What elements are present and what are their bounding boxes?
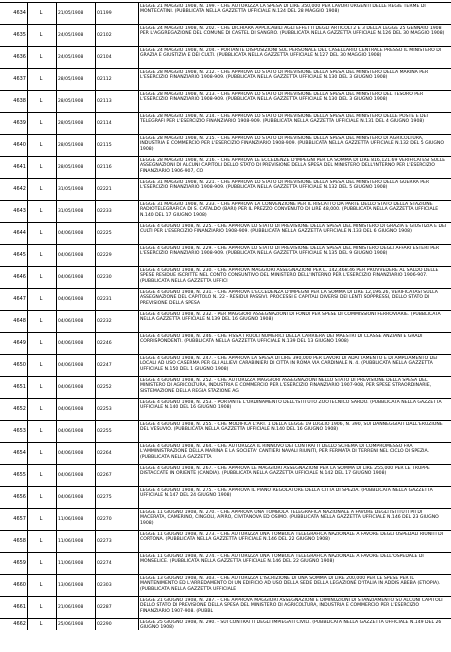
column-divider — [27, 267, 28, 288]
record-number: 4653 — [13, 428, 26, 434]
record-date: 04/06/1908 — [58, 253, 84, 258]
column-divider — [95, 619, 96, 630]
column-divider — [56, 575, 57, 596]
record-number: 4650 — [13, 362, 26, 368]
record-type: L — [39, 186, 43, 192]
table-row — [0, 244, 451, 266]
column-divider — [138, 311, 139, 332]
table-row — [0, 574, 451, 596]
record-number: 4645 — [13, 252, 26, 258]
record-code: 02113 — [97, 99, 112, 104]
column-divider — [138, 267, 139, 288]
table-row — [0, 398, 451, 420]
column-divider — [95, 355, 96, 376]
record-description: LEGGE 31 MAGGIO 1908, N. 221. - CHE APPROVA LO STATO DI PREVISIONE DELLA SPESA DEL MINISTERO DELLA GUERRA PER L'ESERCIZIO FINANZIARIO 1908-909. (PUBBLICATA NELLA GAZZETTA UFFICIALE N.132 DEL 5 GIUGNO 1908) — [140, 180, 430, 191]
column-divider — [27, 113, 28, 134]
column-divider — [56, 553, 57, 574]
column-divider — [56, 597, 57, 618]
column-divider — [95, 201, 96, 222]
table-row — [0, 24, 451, 46]
column-divider — [95, 333, 96, 354]
record-date: 24/05/1908 — [58, 33, 84, 38]
column-divider — [56, 47, 57, 68]
record-number: 4658 — [13, 538, 26, 544]
record-description: LEGGE 11 GIUGNO 1908, N. 270. - CHE APPROVA UNA TOMBOLA TELEGRAFICA NAZIONALE A FAVORE DEGLI ISTITUTI PII DI MACERATA, CAMERINO, CINGOLI, APIRO, CIVITANOVA ED OSIMO. (PUBBLICATA NELLA GAZZETTA UFFICIALE N.146 DEL 23 GIUGNO 1908) — [140, 510, 439, 526]
column-divider — [56, 201, 57, 222]
record-date: 04/06/1908 — [58, 297, 84, 302]
table-row — [0, 134, 451, 156]
record-code: 02303 — [97, 583, 112, 588]
record-code: 02225 — [97, 231, 112, 236]
column-divider — [95, 487, 96, 508]
column-divider — [56, 487, 57, 508]
column-divider — [56, 3, 57, 24]
record-code: 02275 — [97, 495, 112, 500]
table-row — [0, 442, 451, 464]
column-divider — [56, 377, 57, 398]
record-date: 04/06/1908 — [58, 319, 84, 324]
record-number: 4656 — [13, 494, 26, 500]
column-divider — [27, 443, 28, 464]
record-type: L — [39, 230, 43, 236]
record-code: 02255 — [97, 429, 112, 434]
record-date: 28/05/1908 — [58, 99, 84, 104]
record-type: L — [39, 384, 43, 390]
record-code: 02253 — [97, 407, 112, 412]
record-number: 4640 — [13, 142, 26, 148]
column-divider — [138, 47, 139, 68]
record-description: LEGGE 28 MAGGIO 1908, N. 215. - CHE APPROVA LO STATO DI PREVISIONE DELLA SPESA DEL MINISTERO DI AGRICOLTURA, INDUSTRIA E COMMERCIO PER L'ESERCIZIO FINANZIARIO 1908-909. (PUBBLICATA NELLA GAZZETTA UFFICIALE N.132 DEL 5 GIUGNO 1908) — [140, 136, 444, 152]
table-row — [0, 68, 451, 90]
record-number: 4646 — [13, 274, 26, 280]
record-number: 4649 — [13, 340, 26, 346]
record-description: LEGGE 4 GIUGNO 1908, N. 253. - PORTANTE L'ORDINAMENTO DELL'ISTITUTO ZOOTECNICO SARDO. (PUBBLICATA NELLA GAZZETTA UFFICIALE N.140 DEL 16 GIUGNO 1908) — [140, 400, 442, 411]
column-divider — [95, 267, 96, 288]
column-divider — [56, 355, 57, 376]
column-divider — [138, 25, 139, 46]
column-divider — [138, 333, 139, 354]
record-type: L — [39, 582, 43, 588]
record-description: LEGGE 4 GIUGNO 1908, N. 264. - CHE AUTORIZZA IL RINNOVO DEI CONTRATTI DELLO SCHEMA DI COMPROMESSO FRA L'AMMINISTRAZIONE DELLA MARINA E LA SOCIETA' CANTIERI NAVALI RIUNITI, PER FERMATA DI TERRENI NEL CICLO DI SPEZIA. (PUBBLICATA NELLA GAZZETTA — [140, 444, 430, 460]
column-divider — [56, 267, 57, 288]
table-row — [0, 596, 451, 618]
column-divider — [95, 421, 96, 442]
column-divider — [95, 597, 96, 618]
column-divider — [95, 531, 96, 552]
record-type: L — [39, 428, 43, 434]
column-divider — [95, 509, 96, 530]
record-type: L — [39, 120, 43, 126]
record-date: 13/06/1908 — [58, 583, 84, 588]
column-divider — [56, 91, 57, 112]
record-date: 25/06/1908 — [58, 622, 84, 627]
column-divider — [27, 399, 28, 420]
column-divider — [56, 465, 57, 486]
record-description: LEGGE 4 GIUGNO 1908, N. 252. - CHE AUTORIZZA MAGGIORI ASSEGNAZIONI NELLO STATO DI PREVISIONE DELLA SPESA DEL MINISTERO DI AGRICOLTURA, INDUSTRIA E COMMERCIO PER L'ESERCIZIO FINANZIARIO 1907-908, PER SPESE STRAORDINARIE, SISTEMAZIONE DELLA REGIA STAZIONE AG — [140, 378, 432, 394]
record-number: 4644 — [13, 230, 26, 236]
record-type: L — [39, 318, 43, 324]
table-row — [0, 112, 451, 134]
record-date: 04/06/1908 — [58, 231, 84, 236]
record-code: 02264 — [97, 451, 112, 456]
record-type: L — [39, 296, 43, 302]
column-divider — [95, 399, 96, 420]
column-divider — [95, 443, 96, 464]
column-divider — [56, 399, 57, 420]
column-divider — [95, 245, 96, 266]
record-type: L — [39, 274, 43, 280]
record-code: 02112 — [97, 77, 112, 82]
record-date: 31/05/1908 — [58, 187, 84, 192]
record-description: LEGGE 21 MAGGIO 1908, N. 199. - CHE AUTORIZZA LA SPESA DI LIRE 350,000 PER LAVORI URGENTI DELLE REGIE TERME DI MONTECATINI. (PUBBLICATA NELLA GAZZETTA UFFICIALE N.124 DEL 28 MAGGIO 1908) — [140, 4, 426, 15]
column-divider — [27, 157, 28, 178]
table-row — [0, 376, 451, 398]
column-divider — [138, 69, 139, 90]
column-divider — [27, 25, 28, 46]
column-divider — [27, 487, 28, 508]
record-type: L — [39, 621, 43, 627]
column-divider — [27, 575, 28, 596]
record-number: 4661 — [13, 604, 26, 610]
record-date: 04/06/1908 — [58, 429, 84, 434]
column-divider — [56, 509, 57, 530]
column-divider — [56, 113, 57, 134]
column-divider — [95, 3, 96, 24]
table-row — [0, 46, 451, 68]
record-type: L — [39, 450, 43, 456]
column-divider — [56, 333, 57, 354]
record-number: 4636 — [13, 54, 26, 60]
record-date: 04/06/1908 — [58, 451, 84, 456]
record-description: LEGGE 25 GIUGNO 1908, N. 290. - SUI CONTRATTI DEGLI IMPIEGATI CIVILI. (PUBBLICATA NELLA GAZZETTA UFFICIALE N.149 DEL 26 GIUGNO 1908) — [140, 620, 442, 631]
record-code: 02246 — [97, 341, 112, 346]
column-divider — [95, 179, 96, 200]
record-date: 04/06/1908 — [58, 363, 84, 368]
column-divider — [27, 553, 28, 574]
record-date: 28/05/1908 — [58, 121, 84, 126]
record-date: 21/06/1908 — [58, 605, 84, 610]
record-type: L — [39, 76, 43, 82]
record-number: 4635 — [13, 32, 26, 38]
record-date: 31/05/1908 — [58, 209, 84, 214]
column-divider — [27, 465, 28, 486]
record-type: L — [39, 340, 43, 346]
column-divider — [95, 91, 96, 112]
table-row — [0, 178, 451, 200]
record-type: L — [39, 472, 43, 478]
record-description: LEGGE 11 GIUGNO 1908, N. 274. - CHE AUTORIZZA UNA TOMBOLA TELEGRAFICA NAZIONALE A FAVORE DELL'OSPEDALE DI MONSELICE. (PUBBLICATA NELLA GAZZETTA UFFICIALE N.146 DEL 22 GIUGNO 1908) — [140, 554, 424, 565]
record-description: LEGGE 24 MAGGIO 1908, N. 202. - CHE DICHIARA APPLICABILI AGLI EFFETTI DEGLI ARTICOLI 2 E 3 DELLA LEGGE 25 GENNAIO 1908 PER L'AGGREGAZIONE DEL COMUNE DI CASTEL DI SANGRO. (PUBBLICATA NELLA GAZZETTA UFFICIALE N.126 DEL 30 MAGGIO 1908) — [140, 26, 445, 37]
table-row — [0, 222, 451, 244]
record-number: 4642 — [13, 186, 26, 192]
column-divider — [56, 421, 57, 442]
record-date: 11/06/1908 — [58, 539, 84, 544]
record-number: 4655 — [13, 472, 26, 478]
record-code: 02232 — [97, 319, 112, 324]
record-number: 4641 — [13, 164, 26, 170]
column-divider — [138, 377, 139, 398]
column-divider — [138, 289, 139, 310]
column-divider — [138, 179, 139, 200]
record-date: 04/06/1908 — [58, 473, 84, 478]
record-description: LEGGE 4 GIUGNO 1908, N. 231. - CHE APPROVA L'ECCEDENZA D'IMPEGNI PER LA SOMMA DI LIRE 12,196.26, VERIFICATASI SULLA ASSEGNAZIONE DEL CAPITOLO N. 22 - RESIDUI PASSIVI. PROCESSI E CAPITALI DIVERSI DEI LENTI SOPPRESSI, DELLO STATO DI PREVISIONE DELLA SPESA — [140, 290, 438, 306]
record-description: LEGGE 4 GIUGNO 1908, N. 247. - CHE APPROVA LA SPESA DI LIRE 390,000 PER LAVORI DI ADATTAMENTO E DI AMPLIAMENTO DEI LOCALI AD USO CASERMA PER GLI ALLIEVI CARABINIERI DI CITTA IN ROMA VIA CARDINALE N. 4. (PUBBLICATA NELLA GAZZETTA UFFICIALE N.150 DEL 1 GIUGNO 1908) — [140, 356, 438, 372]
record-type: L — [39, 604, 43, 610]
record-number: 4659 — [13, 560, 26, 566]
column-divider — [27, 597, 28, 618]
record-description: LEGGE 4 GIUGNO 1908, N. 275. - CHE APPROVA IL PIANO REGOLATORE DELLA CITTA DI SPEZIA. (PUBBLICATA NELLA GAZZETTA UFFICIALE N.147 DEL 24 GIUGNO 1908) — [140, 488, 433, 499]
record-code: 02252 — [97, 385, 112, 390]
column-divider — [27, 289, 28, 310]
record-code: 02116 — [97, 165, 112, 170]
column-divider — [95, 289, 96, 310]
table-row — [0, 332, 451, 354]
record-code: 02229 — [97, 253, 112, 258]
column-divider — [95, 377, 96, 398]
column-divider — [27, 333, 28, 354]
record-code: 01199 — [97, 11, 112, 16]
column-divider — [27, 47, 28, 68]
column-divider — [27, 91, 28, 112]
table-row — [0, 354, 451, 376]
column-divider — [27, 201, 28, 222]
record-description: LEGGE 4 GIUGNO 1908, N. 267. - CHE APPROVA LE MAGGIORI ASSEGNAZIONI PER LA SOMMA DI LIRE 255,000 PER LE TRUPPE DISTACCATE IN ORIENTE (CANDIA). (PUBBLICATA NELLA GAZZETTA UFFICIALE N.142 DEL 17 GIUGNO 1908) — [140, 466, 430, 477]
column-divider — [95, 25, 96, 46]
record-date: 21/05/1908 — [58, 11, 84, 16]
column-divider — [138, 135, 139, 156]
table-row — [0, 508, 451, 530]
column-divider — [95, 135, 96, 156]
column-divider — [138, 355, 139, 376]
record-date: 04/06/1908 — [58, 275, 84, 280]
record-date: 04/06/1908 — [58, 495, 84, 500]
table-row — [0, 266, 451, 288]
column-divider — [27, 377, 28, 398]
column-divider — [27, 3, 28, 24]
column-divider — [56, 531, 57, 552]
record-description: LEGGE 24 MAGGIO 1908, N. 204. - PORTANTE DISPOSIZIONI SUL PERSONALE DEL CASELLARIO CENTRALE PRESSO IL MINISTERO DI GRAZIA E GIUSTIZIA E DEI CULTI. (PUBBLICATA NELLA GAZZETTA UFFICIALE N.127 DEL 30 MAGGIO 1908) — [140, 48, 442, 59]
record-date: 04/06/1908 — [58, 341, 84, 346]
record-number: 4654 — [13, 450, 26, 456]
column-divider — [27, 619, 28, 630]
column-divider — [56, 619, 57, 630]
record-type: L — [39, 32, 43, 38]
record-description: LEGGE 4 GIUGNO 1908, N. 246. - CHE FISSA I RUOLI NUMERICI DELLA CARRIERA DEI MAESTRI DI CLASSE ANZIANI E GRADI CORRISPONDENTI. (PUBBLICATA NELLA GAZZETTA UFFICIALE N.139 DEL 13 GIUGNO 1908) — [140, 334, 423, 345]
record-description: LEGGE 28 MAGGIO 1908, N. 212. - CHE APPROVA LO STATO DI PREVISIONE DELLA SPESA DEL MINISTERO DELLA MARINA PER L'ESERCIZIO FINANZIARIO 1908-909. (PUBBLICATA NELLA GAZZETTA UFFICIALE N.130 DEL 3 GIUGNO 1908) — [140, 70, 429, 81]
column-divider — [56, 443, 57, 464]
record-code: 02287 — [97, 605, 112, 610]
record-code: 02231 — [97, 297, 112, 302]
column-divider — [138, 487, 139, 508]
record-type: L — [39, 164, 43, 170]
record-description: LEGGE 28 MAGGIO 1908, N. 214. - CHE APPROVA LO STATO DI PREVISIONE DELLA SPESA DEL MINISTERO DELLE POSTE E DEI TELEGRAFI PER L'ESERCIZIO FINANZIARIO 1908-909. (PUBBLICATA NELLA GAZZETTA UFFICIALE N.131 DEL 4 GIUGNO 1908) — [140, 114, 428, 125]
column-divider — [138, 113, 139, 134]
record-description: LEGGE 4 GIUGNO 1908, N. 229. - CHE APPROVA LO STATO DI PREVISIONE DELLA SPESA DEL MINISTERO DEGLI AFFARI ESTERI PER L'ESERCIZIO FINANZIARIO 1908-909. (PUBBLICATA NELLA GAZZETTA UFFICIALE N.135 DEL 9 GIUGNO 1908) — [140, 246, 440, 257]
record-code: 02230 — [97, 275, 112, 280]
table-row — [0, 90, 451, 112]
column-divider — [27, 421, 28, 442]
table-row — [0, 552, 451, 574]
record-type: L — [39, 98, 43, 104]
column-divider — [56, 289, 57, 310]
record-description: LEGGE 31 MAGGIO 1908, N. 233. - CHE APPROVA LA CONVENZIONE PER IL RISCATTO DA PARTE DELLO STATO DELLA STAZIONE RADIOTELEGRAFICA DI S. CATALDO (BARI) PER IL PREZZO CONVENUTO DI LIRE 48,000. (PUBBLICATA NELLA GAZZETTA UFFICIALE N.140 DEL 17 GIUGNO 1908) — [140, 202, 439, 218]
record-date: 28/05/1908 — [58, 77, 84, 82]
record-code: 02102 — [97, 33, 112, 38]
record-type: L — [39, 560, 43, 566]
table-row — [0, 2, 451, 24]
column-divider — [95, 311, 96, 332]
record-code: 02221 — [97, 187, 112, 192]
record-code: 02290 — [97, 622, 112, 627]
record-type: L — [39, 54, 43, 60]
record-code: 02270 — [97, 517, 112, 522]
record-date: 24/05/1908 — [58, 55, 84, 60]
column-divider — [138, 465, 139, 486]
column-divider — [95, 113, 96, 134]
column-divider — [56, 69, 57, 90]
column-divider — [56, 179, 57, 200]
record-number: 4647 — [13, 296, 26, 302]
record-description: LEGGE 13 GIUGNO 1908, N. 303. - CHE AUTORIZZA L'ISCRIZIONE DI UNA SOMMA DI LIRE 200,000 PER LE SPESE PER IL MANTENIMENTO ED L'ARREDAMENTO DI UN EDIFICIO AD USO DELLA SEDE DELLA LEGAZIONE D'ITALIA IN ADDIS ABEBA (ETIOPIA). (PUBBLICATA NELLA GAZZETTA UFFICIALE — [140, 576, 441, 592]
table-row — [0, 420, 451, 442]
column-divider — [27, 509, 28, 530]
column-divider — [27, 135, 28, 156]
column-divider — [27, 69, 28, 90]
record-code: 02267 — [97, 473, 112, 478]
column-divider — [95, 223, 96, 244]
record-date: 11/06/1908 — [58, 561, 84, 566]
column-divider — [56, 25, 57, 46]
column-divider — [138, 421, 139, 442]
column-divider — [138, 223, 139, 244]
column-divider — [138, 399, 139, 420]
table-row — [0, 156, 451, 178]
column-divider — [27, 223, 28, 244]
record-type: L — [39, 142, 43, 148]
record-type: L — [39, 252, 43, 258]
column-divider — [56, 311, 57, 332]
record-number: 4637 — [13, 76, 26, 82]
record-date: 28/05/1908 — [58, 165, 84, 170]
record-description: LEGGE 4 GIUGNO 1908, N. 255. - CHE MODIFICA L'ART. 1 DELLA LEGGE 19 LUGLIO 1906, N. 390, SUI DANNEGGIATI DALL'ERUZIONE DEL VESUVIO. (PUBBLICATA NELLA GAZZETTA UFFICIALE N.140 DEL 16 GIUGNO 1908) — [140, 422, 443, 433]
record-type: L — [39, 362, 43, 368]
record-number: 4660 — [13, 582, 26, 588]
table-row — [0, 200, 451, 222]
column-divider — [138, 91, 139, 112]
column-divider — [138, 575, 139, 596]
column-divider — [95, 465, 96, 486]
column-divider — [138, 509, 139, 530]
column-divider — [56, 245, 57, 266]
column-divider — [95, 575, 96, 596]
record-date: 11/06/1908 — [58, 517, 84, 522]
record-description: LEGGE 4 GIUGNO 1908, N. 225. - CHE APPROVA LO STATO DI PREVISIONE DELLA SPESA DEL MINISTERO DI GRAZIA E GIUSTIZIA E DEI CULTI PER L'ESERCIZIO FINANZIARIO 1908-909. (PUBBLICATA NELLA GAZZETTA UFFICIALE N.133 DEL 6 GIUGNO 1908) — [140, 224, 447, 235]
table-row — [0, 486, 451, 508]
record-code: 02114 — [97, 121, 112, 126]
table-row — [0, 310, 451, 332]
table-row — [0, 530, 451, 552]
column-divider — [138, 619, 139, 630]
record-number: 4638 — [13, 98, 26, 104]
record-date: 04/06/1908 — [58, 407, 84, 412]
record-description: LEGGE 4 GIUGNO 1908, N. 230. - CHE APPROVA MAGGIORI ASSEGNAZIONI PER L. 142,468.46 PER PROVVEDERE AL SALDO DELLE SPESE RESIDUE ISCRITTE NEL CONTO CONSUNTIVO DEL MINISTERO DELL'INTERNO PER L'ESERCIZIO FINANZIARIO 1906-907. (PUBBLICATA NELLA GAZZETTA UFFICI — [140, 268, 439, 284]
column-divider — [138, 3, 139, 24]
record-number: 4639 — [13, 120, 26, 126]
column-divider — [138, 553, 139, 574]
table-row — [0, 288, 451, 310]
record-code: 02273 — [97, 539, 112, 544]
record-number: 4651 — [13, 384, 26, 390]
record-code: 02115 — [97, 143, 112, 148]
record-type: L — [39, 494, 43, 500]
column-divider — [27, 531, 28, 552]
table-row — [0, 618, 451, 630]
record-number: 4662 — [13, 621, 26, 627]
column-divider — [27, 179, 28, 200]
record-number: 4652 — [13, 406, 26, 412]
column-divider — [56, 157, 57, 178]
record-type: L — [39, 10, 43, 16]
record-date: 28/05/1908 — [58, 143, 84, 148]
record-number: 4648 — [13, 318, 26, 324]
record-code: 02247 — [97, 363, 112, 368]
record-code: 02274 — [97, 561, 112, 566]
record-description: LEGGE 11 GIUGNO 1908, N. 273. - CHE AUTORIZZA UNA TOMBOLA TELEGRAFICA NAZIONALE A FAVORE DEGLI OSPEDALI RIUNITI DI CORTONA. (PUBBLICATA NELLA GAZZETTA UFFICIALE N.146 DEL 22 GIUGNO 1908) — [140, 532, 444, 543]
column-divider — [95, 47, 96, 68]
column-divider — [27, 355, 28, 376]
record-number: 4634 — [13, 10, 26, 16]
column-divider — [138, 245, 139, 266]
record-type: L — [39, 406, 43, 412]
record-description: LEGGE 28 MAGGIO 1908, N. 216. - CHE APPROVA LE ECCEDENZE D'IMPEGNI PER LA SOMMA DI LIRE 816,121.69 VERIFICATESI SULLE ASSEGNAZIONI DI ALCUNI CAPITOLI DELLO STATO DI PREVISIONE DELLA SPESA DEL MINISTERO DELL'INTERNO PER L'ESERCIZIO FINANZIARIO 1906-907, CO — [140, 158, 446, 174]
record-description: LEGGE 21 GIUGNO 1908, N. 287. - CHE APPROVA MAGGIORI ASSEGNAZIONI E DIMINUZIONI DI STANZIAMENTO SU ALCUNI CAPITOLI DELLO STATO DI PREVISIONE DELLA SPESA DEL MINISTERO DI AGRICOLTURA, INDUSTRIA E COMMERCIO PER L'ESERCIZIO FINANZIARIO 1907-908. (PUBBL — [140, 598, 443, 614]
column-divider — [56, 135, 57, 156]
record-date: 04/06/1908 — [58, 385, 84, 390]
column-divider — [138, 157, 139, 178]
column-divider — [95, 553, 96, 574]
record-description: LEGGE 4 GIUGNO 1908, N. 232. - PER MAGGIORI ASSEGNAZIONI DI FONDI PER SPESE DI COMMISSIONI FERROVIARIE. (PUBBLICATA NELLA GAZZETTA UFFICIALE N.139 DEL 16 GIUGNO 1908) — [140, 312, 441, 323]
record-code: 02233 — [97, 209, 112, 214]
record-type: L — [39, 516, 43, 522]
column-divider — [27, 245, 28, 266]
table-row — [0, 464, 451, 486]
record-type: L — [39, 208, 43, 214]
column-divider — [56, 223, 57, 244]
column-divider — [95, 69, 96, 90]
record-type: L — [39, 538, 43, 544]
record-description: LEGGE 28 MAGGIO 1908, N. 213. - CHE APPROVA LO STATO DI PREVISIONE DELLA SPESA DEL MINISTERO DEL TESORO PER L'ESERCIZIO FINANZIARIO 1908-909. (PUBBLICATA NELLA GAZZETTA UFFICIALE N.130 DEL 3 GIUGNO 1908) — [140, 92, 424, 103]
column-divider — [138, 201, 139, 222]
column-divider — [95, 157, 96, 178]
record-code: 02104 — [97, 55, 112, 60]
column-divider — [27, 311, 28, 332]
column-divider — [138, 597, 139, 618]
column-divider — [138, 531, 139, 552]
column-divider — [138, 443, 139, 464]
record-number: 4657 — [13, 516, 26, 522]
record-number: 4643 — [13, 208, 26, 214]
